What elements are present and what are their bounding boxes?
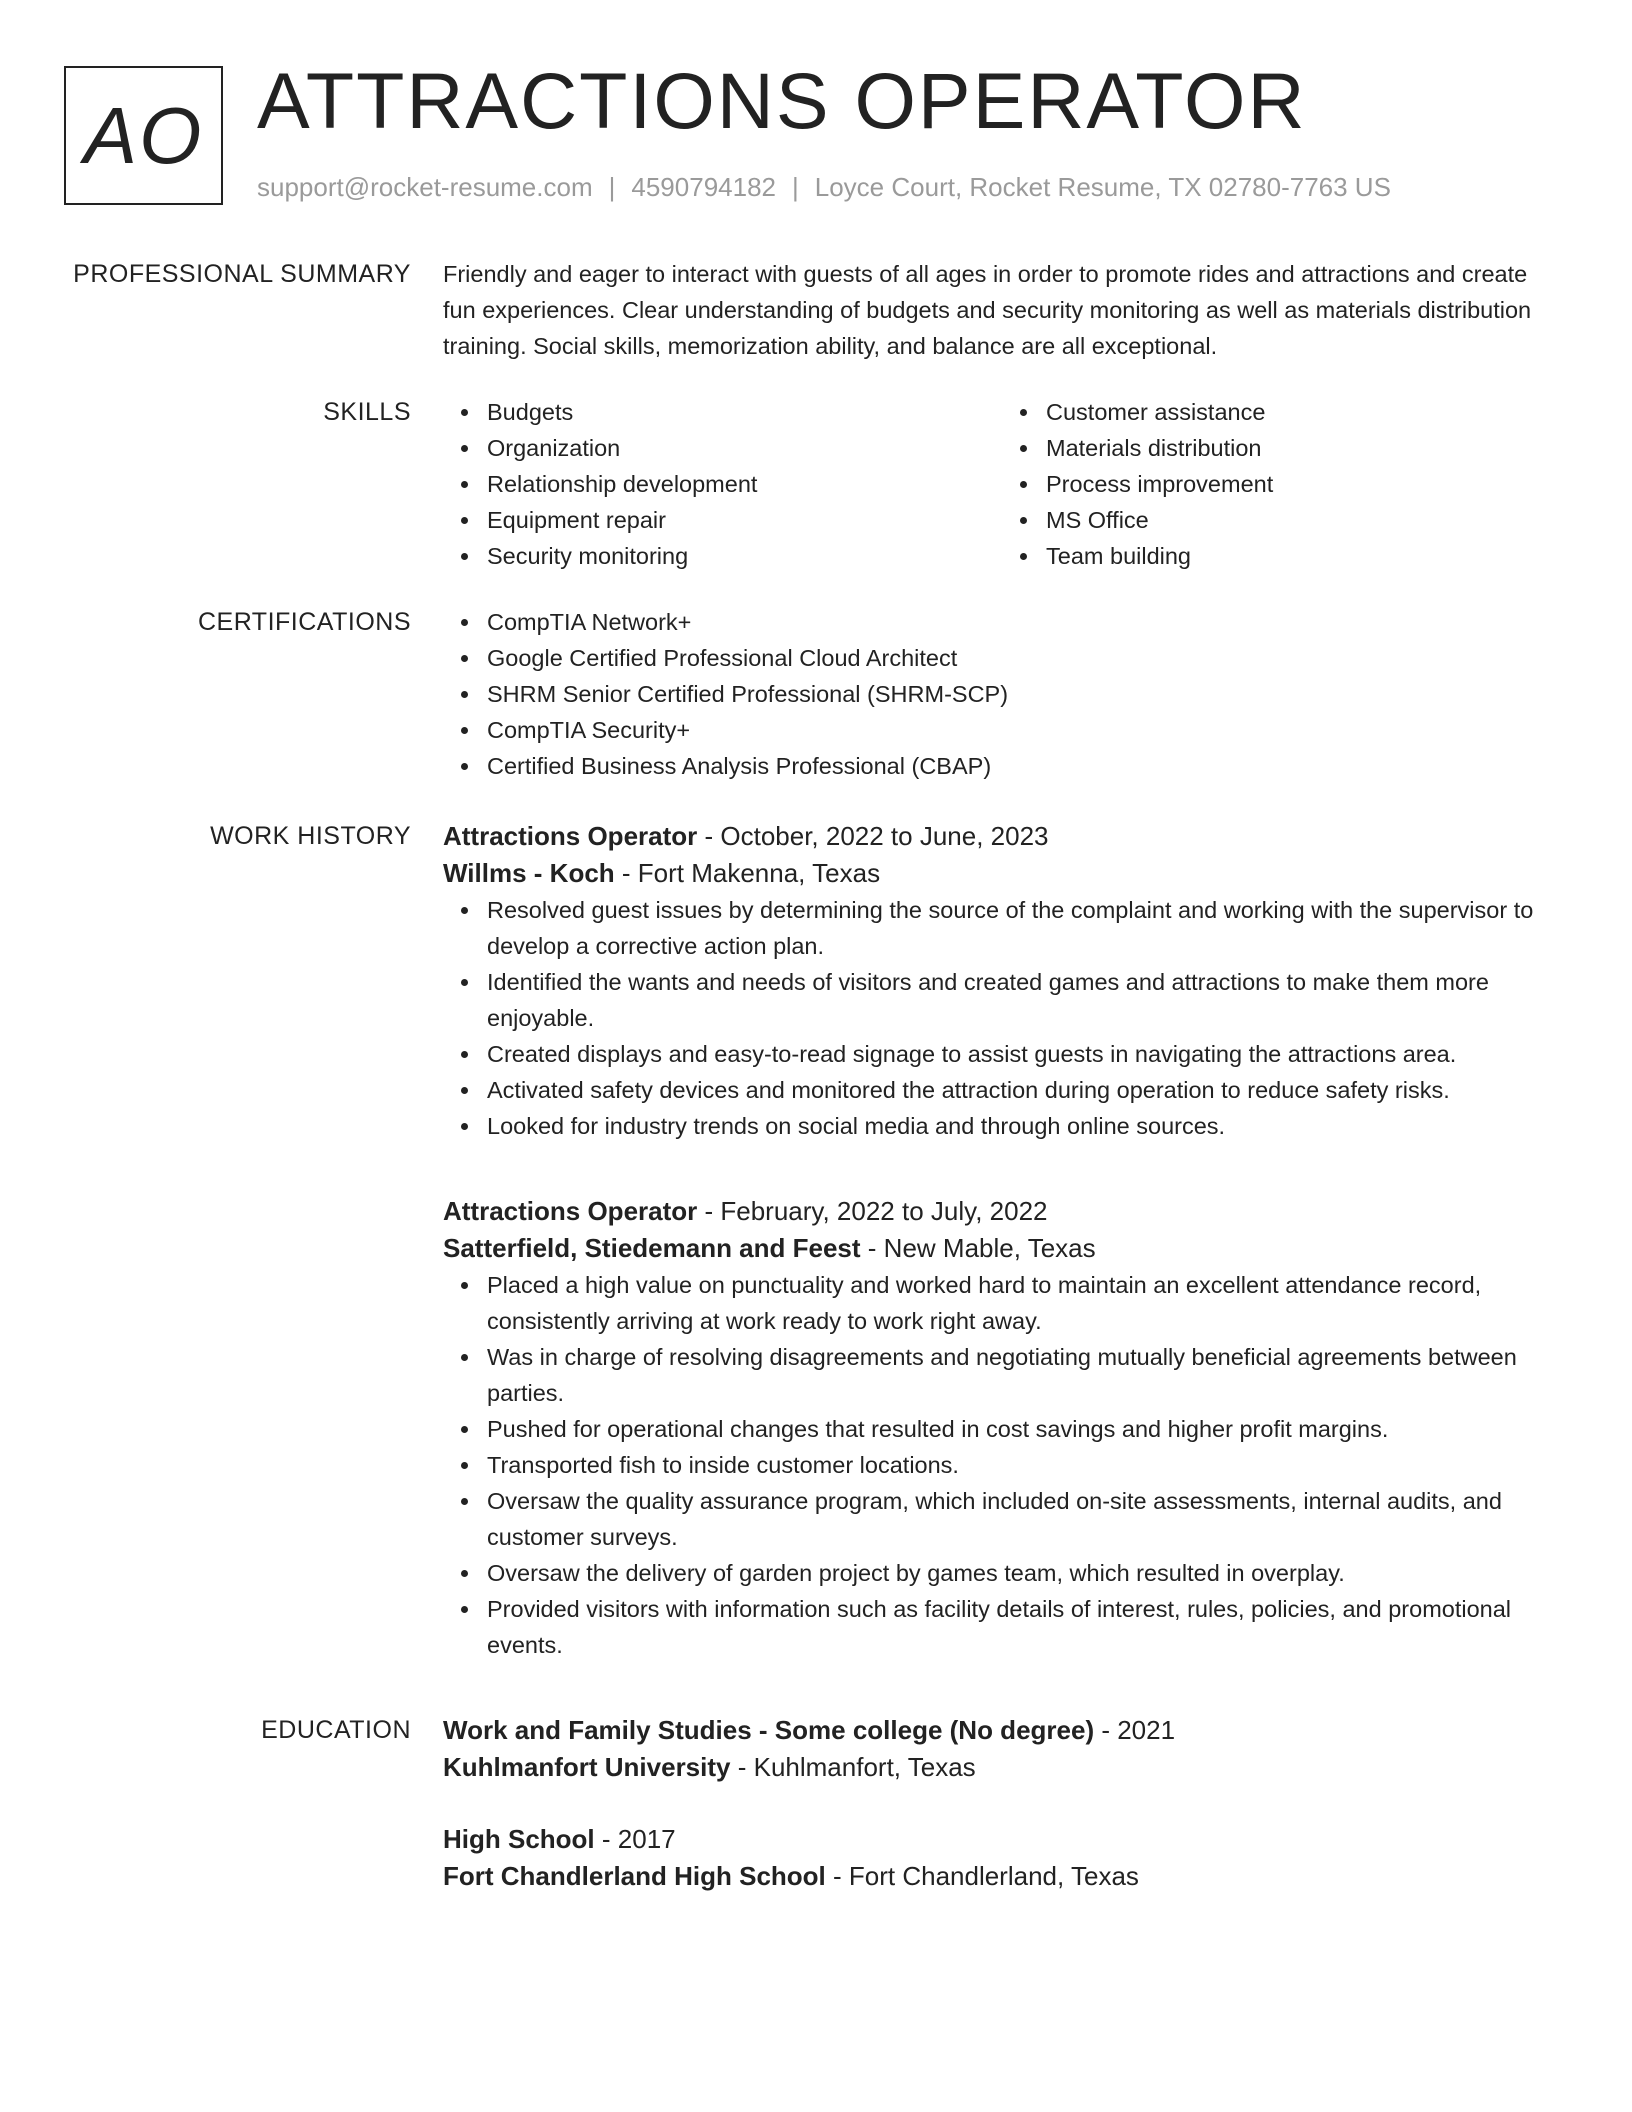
skill-item: Process improvement <box>1046 466 1561 502</box>
skills-list-left <box>443 394 1002 574</box>
job-company-line <box>443 1230 1561 1267</box>
certifications-body <box>443 604 1561 784</box>
job-bullet: Was in charge of resolving disagreements and negotiating mutually beneficial agreements between parties. <box>487 1339 1561 1411</box>
job-title-line <box>443 818 1561 855</box>
job-bullet: Resolved guest issues by determining the source of the complaint and working with the supervisor to develop a corrective action plan. <box>487 892 1561 964</box>
education-degree: High School <box>443 1824 595 1854</box>
education-entry <box>443 1821 1561 1895</box>
education-location: - Fort Chandlerland, Texas <box>825 1861 1139 1891</box>
skill-item: Materials distribution <box>1046 430 1561 466</box>
job-bullet: Activated safety devices and monitored the attraction during operation to reduce safety risks. <box>487 1072 1561 1108</box>
monogram-box <box>64 66 223 205</box>
skill-item: MS Office <box>1046 502 1561 538</box>
job-company: Willms - Koch <box>443 858 615 888</box>
skills-list-right <box>1002 394 1561 574</box>
skills-body <box>443 394 1561 574</box>
job-entry <box>443 1193 1561 1663</box>
job-bullet: Oversaw the delivery of garden project by games team, which resulted in overplay. <box>487 1555 1561 1591</box>
skill-item: Relationship development <box>487 466 1002 502</box>
job-company: Satterfield, Stiedemann and Feest <box>443 1233 861 1263</box>
job-bullets <box>443 1267 1561 1663</box>
education-school-line <box>443 1749 1561 1786</box>
skill-item: Security monitoring <box>487 538 1002 574</box>
section-label-skills: SKILLS <box>323 398 411 426</box>
skill-item: Team building <box>1046 538 1561 574</box>
certification-item: CompTIA Security+ <box>487 712 1561 748</box>
education-entry <box>443 1712 1561 1786</box>
job-bullet: Created displays and easy-to-read signage to assist guests in navigating the attractions area. <box>487 1036 1561 1072</box>
certification-item: Certified Business Analysis Professional (CBAP) <box>487 748 1561 784</box>
education-degree-line <box>443 1712 1561 1749</box>
contact-phone[interactable]: 4590794182 <box>631 172 776 202</box>
job-bullet: Looked for industry trends on social media and through online sources. <box>487 1108 1561 1144</box>
job-bullet: Transported fish to inside customer locations. <box>487 1447 1561 1483</box>
job-bullet: Placed a high value on punctuality and worked hard to maintain an excellent attendance record, consistently arriving at work ready to work right away. <box>487 1267 1561 1339</box>
education-location: - Kuhlmanfort, Texas <box>730 1752 976 1782</box>
education-school: Fort Chandlerland High School <box>443 1861 826 1891</box>
job-dates: - February, 2022 to July, 2022 <box>697 1196 1048 1226</box>
certification-item: CompTIA Network+ <box>487 604 1561 640</box>
job-entry <box>443 818 1561 1144</box>
section-label-work-history: WORK HISTORY <box>210 822 411 850</box>
education-year: - 2021 <box>1094 1715 1176 1745</box>
education-degree-line <box>443 1821 1561 1858</box>
summary-body <box>443 256 1561 364</box>
certifications-list <box>443 604 1561 784</box>
contact-email[interactable]: support@rocket-resume.com <box>257 172 593 202</box>
job-bullet: Pushed for operational changes that resulted in cost savings and higher profit margins. <box>487 1411 1561 1447</box>
summary-text: Friendly and eager to interact with guests of all ages in order to promote rides and attractions and create fun experiences. Clear understanding of budgets and security monitoring as well as materials distribution training. Social skills, memorization ability, and balance are all exceptional. <box>443 261 1532 359</box>
education-school: Kuhlmanfort University <box>443 1752 731 1782</box>
resume-name: ATTRACTIONS OPERATOR <box>257 56 1307 145</box>
section-label-certifications: CERTIFICATIONS <box>197 608 411 636</box>
job-dates: - October, 2022 to June, 2023 <box>697 821 1049 851</box>
job-company-line <box>443 855 1561 892</box>
skill-item: Customer assistance <box>1046 394 1561 430</box>
contact-line <box>257 172 1391 203</box>
job-title: Attractions Operator <box>443 1196 698 1226</box>
skill-item: Equipment repair <box>487 502 1002 538</box>
section-label-education: EDUCATION <box>261 1716 411 1744</box>
section-label-summary: PROFESSIONAL SUMMARY <box>73 260 411 288</box>
job-location: - Fort Makenna, Texas <box>614 858 881 888</box>
education-school-line <box>443 1858 1561 1895</box>
contact-separator: | <box>608 172 616 202</box>
work-history-body-job2 <box>443 1193 1561 1663</box>
job-bullet: Provided visitors with information such as facility details of interest, rules, policies, and promotional events. <box>487 1591 1561 1663</box>
skill-item: Organization <box>487 430 1002 466</box>
job-bullets <box>443 892 1561 1144</box>
education-body-entry2 <box>443 1821 1561 1895</box>
job-bullet: Oversaw the quality assurance program, which included on-site assessments, internal audits, and customer surveys. <box>487 1483 1561 1555</box>
job-title: Attractions Operator <box>443 821 698 851</box>
certification-item: Google Certified Professional Cloud Architect <box>487 640 1561 676</box>
job-location: - New Mable, Texas <box>860 1233 1096 1263</box>
education-year: - 2017 <box>594 1824 676 1854</box>
contact-separator: | <box>792 172 799 202</box>
contact-address: Loyce Court, Rocket Resume, TX 02780-7763 US <box>814 172 1391 202</box>
job-title-line <box>443 1193 1561 1230</box>
monogram-initials: AO <box>83 90 204 180</box>
work-history-body <box>443 818 1561 1144</box>
certification-item: SHRM Senior Certified Professional (SHRM-SCP) <box>487 676 1561 712</box>
job-bullet: Identified the wants and needs of visitors and created games and attractions to make them more enjoyable. <box>487 964 1561 1036</box>
skill-item: Budgets <box>487 394 1002 430</box>
education-body <box>443 1712 1561 1786</box>
education-degree: Work and Family Studies - Some college (No degree) <box>443 1715 1095 1745</box>
